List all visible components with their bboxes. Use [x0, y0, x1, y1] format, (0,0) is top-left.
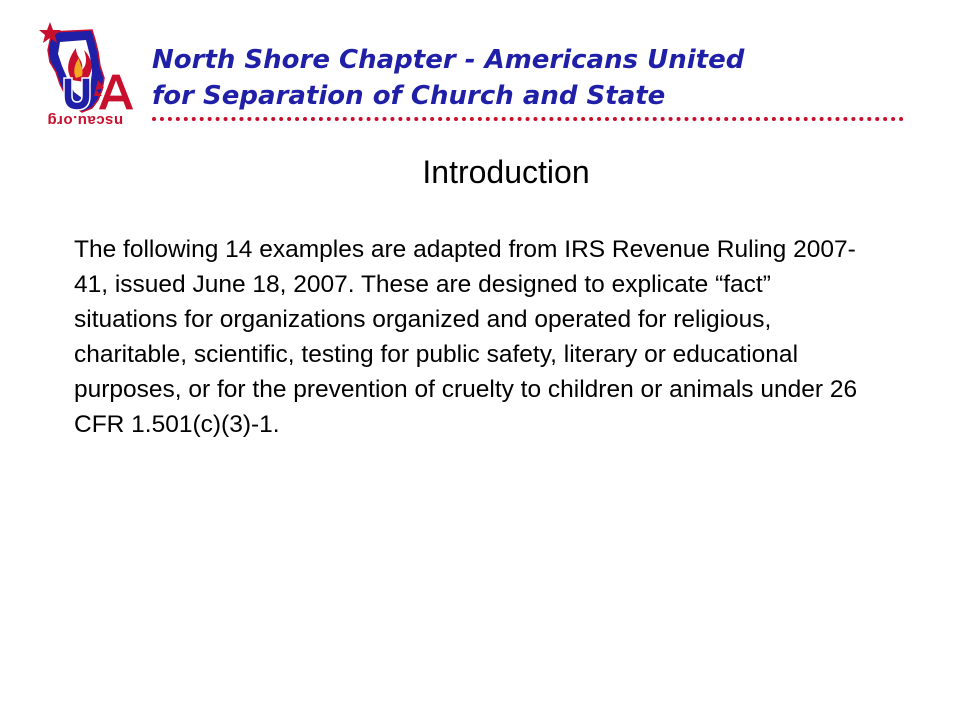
logo-url-text: nscau.org [46, 112, 124, 129]
chapter-header-title [152, 42, 744, 114]
header-title-line-2: for Separation of Church and State [152, 81, 666, 111]
slide-title: Introduction [422, 154, 590, 190]
slide-body-text: The following 14 examples are adapted from IRS Revenue Ruling 2007-41, issued June 18, 2007. These are designed to explicate “fact” situations for organizations organized and operated for religious, charitable, scientific, testing for public safety, literary or educational purposes, or for the prevention of cruelty to children or animals under 26 CFR 1.501(c)(3)-1. [74, 236, 858, 438]
header-dotted-divider [152, 117, 904, 121]
header-title-line-1: North Shore Chapter - Americans United [152, 45, 745, 75]
